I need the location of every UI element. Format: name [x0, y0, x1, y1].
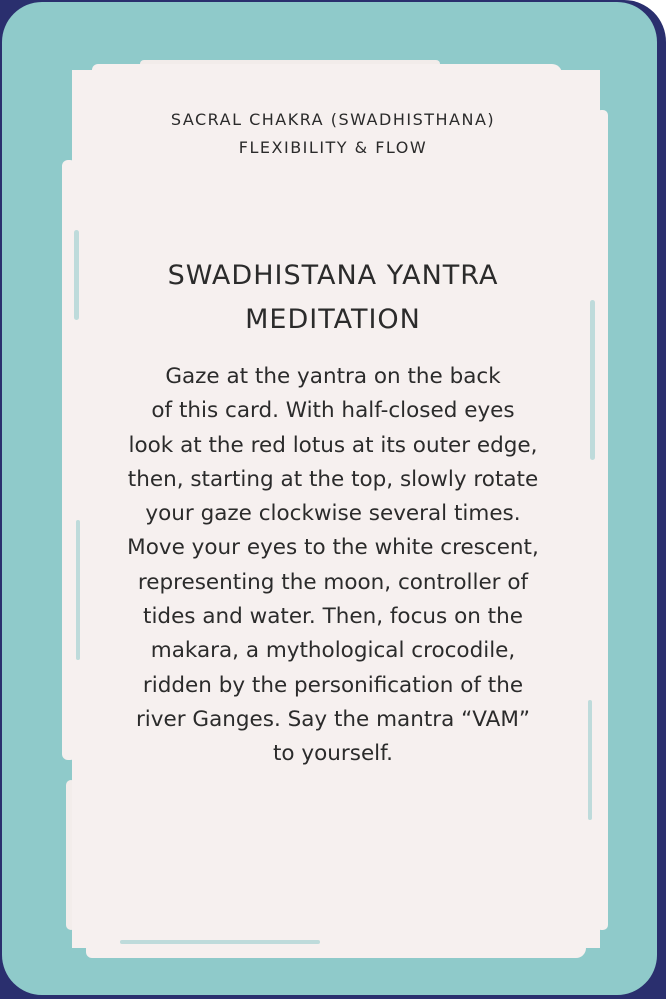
body-line: makara, a mythological crocodile,: [150, 638, 516, 664]
body-line: to yourself.: [272, 741, 393, 767]
chakra-name: SACRAL CHAKRA (SWADHISTHANA): [170, 110, 496, 129]
brush-streak: [120, 940, 320, 944]
card-body-text: [82, 360, 584, 772]
body-line: tides and water. Then, focus on the: [143, 604, 523, 630]
card-title-line-1: SWADHISTANA YANTRA: [167, 260, 499, 291]
chakra-header: [80, 106, 586, 162]
body-line: look at the red lotus at its outer edge,: [128, 432, 538, 458]
body-line: Move your eyes to the white crescent,: [127, 535, 539, 561]
chakra-theme: FLEXIBILITY & FLOW: [238, 138, 428, 157]
body-line: representing the moon, controller of: [137, 569, 529, 595]
body-line: ridden by the personification of the: [142, 672, 524, 698]
brush-streak: [588, 700, 592, 820]
body-line: of this card. With half-closed eyes: [151, 398, 515, 424]
body-line: then, starting at the top, slowly rotate: [127, 466, 539, 492]
body-line: your gaze clockwise several times.: [145, 501, 521, 527]
card-title-line-2: MEDITATION: [245, 304, 421, 335]
brush-streak: [590, 300, 595, 460]
brush-streak: [74, 230, 79, 320]
body-line: river Ganges. Say the mantra “VAM”: [135, 706, 531, 732]
brush-streak: [76, 520, 80, 660]
card-title: [80, 254, 586, 342]
body-line: Gaze at the yantra on the back: [165, 364, 501, 389]
